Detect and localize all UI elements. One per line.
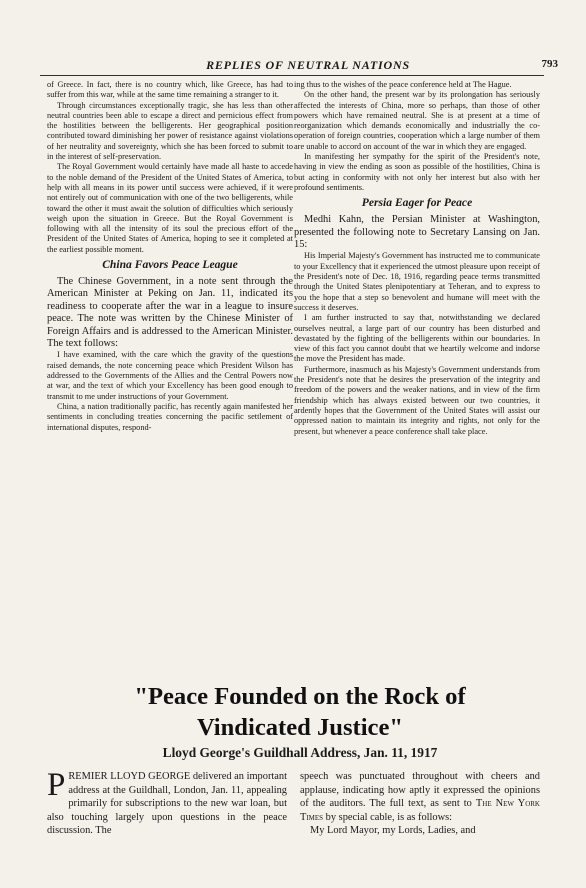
running-header bbox=[58, 58, 558, 72]
paragraph: I am further instructed to say that, notwithstanding we declared ourselves neutral, a large part of our country has been disturbed and devastated by the fighting of the belligerents within our boundaries. In view of this fact you cannot doubt that we heartily welcome and indorse the move the President has made. bbox=[294, 313, 540, 364]
paragraph-intro: The Chinese Government, in a note sent through the American Minister at Peking on Jan. 11, indicated its readiness to cooperate after the war in a league to insure peace. The note was written by the Chinese Minister of Foreign Affairs and is addressed to the American Minister. The text follows: bbox=[47, 276, 293, 350]
article-title-line-1: "Peace Founded on the Rock of bbox=[134, 683, 466, 710]
section-heading-china: China Favors Peace League bbox=[102, 258, 238, 272]
section-heading-persia: Persia Eager for Peace bbox=[361, 196, 473, 210]
paragraph: Through circumstances exceptionally tragic, she has less than other neutral countries been able to escape a direct and pernicious effect from the hostilities between the belligerents. Her geographical position contributed toward diminishing her power of resistance against violations of her neutrality and sovereignty, which she has been forced to submit to in the interest of self-preservation. bbox=[47, 100, 293, 162]
drop-cap: P bbox=[47, 767, 66, 803]
paragraph: In manifesting her sympathy for the spirit of the President's note, having in view the ending as soon as possible of the hostilities, China is but acting in conformity with not only her interest but also with her profound sentiments. bbox=[294, 152, 540, 192]
paragraph: Furthermore, inasmuch as his Majesty's Government understands from the President's note that he desires the preservation of the integrity and freedom of the powers and the weaker nations, and in view of the firm friendship which has always existed between our two countries, it ardently hopes that the Government of the United States will assist our oppressed nation to maintain its integrity and rights, not only for the present, but whenever a peace conference shall take place. bbox=[294, 364, 540, 436]
running-title: REPLIES OF NEUTRAL NATIONS bbox=[206, 58, 410, 72]
paragraph: His Imperial Majesty's Government has instructed me to communicate to your Excellency that it experienced the utmost pleasure upon receipt of the President's note of Dec. 18, 1916, regarding peace terms transmitted through the United States plenipotentiary at Teheran, and to express to you the hope that a step so benevolent and humane will meet with the success it deserves. bbox=[294, 251, 540, 312]
article-lead-text: REMIER LLOYD GEORGE delivered an important address at the Guildhall, London, Jan. 11, appealing primarily for subscriptions to the new war loan, but also touching largely upon questions in the peace discussion. The bbox=[47, 771, 287, 837]
article-text: speech was punctuated throughout with cheers and applause, indicating how aptly it expressed the opinions of the auditors. The full text, as sent to bbox=[300, 771, 540, 810]
left-column bbox=[47, 80, 293, 433]
paragraph-intro: Medhi Kahn, the Persian Minister at Washington, presented the following note to Secretary Lansing on Jan. 15: bbox=[294, 214, 540, 251]
article-paragraph bbox=[300, 770, 540, 824]
article-column-right bbox=[300, 770, 540, 838]
article-paragraph: My Lord Mayor, my Lords, Ladies, and bbox=[310, 825, 476, 837]
newspaper-name: The New York Times bbox=[300, 798, 540, 823]
article-byline: Lloyd George's Guildhall Address, Jan. 11, 1917 bbox=[162, 745, 438, 760]
paragraph: China, a nation traditionally pacific, has recently again manifested her sentiments in concluding treaties concerning the pacific settlement of international disputes, respond- bbox=[47, 401, 293, 432]
header-rule bbox=[40, 75, 544, 76]
paragraph: ing thus to the wishes of the peace conference held at The Hague. bbox=[294, 80, 512, 89]
paragraph: On the other hand, the present war by its prolongation has seriously affected the interests of China, more so perhaps, than those of other powers which have remained neutral. She is at present at a time of reorganization which demands economically and industrially the co-operation of foreign countries, cooperation which a large number of them are unable to accord on account of the war in which they are engaged. bbox=[294, 90, 540, 151]
article-column-left bbox=[47, 767, 287, 838]
article-paragraph bbox=[47, 767, 287, 838]
article-title-line-2: Vindicated Justice" bbox=[196, 714, 404, 741]
paragraph: The Royal Government would certainly have made all haste to accede to the noble demand of the President of the United States of America, to help with all means in its power until success were achieved, if it were not entirely out of communication with one of the two belligerents, while toward the other it must await the solution of difficulties which seriously weigh upon the situation in Greece. But the Royal Government is following with all the intensity of its soul the precious effort of the President of the United States of America, hoping to see it completed at the earliest possible moment. bbox=[47, 162, 293, 254]
right-column bbox=[294, 80, 540, 437]
page-number: 793 bbox=[541, 58, 558, 70]
paragraph: I have examined, with the care which the gravity of the questions raised demands, the note concerning peace which President Wilson has addressed to the Governments of the Allies and the Central Powers now at war, and the text of which your Excellency has been good enough to transmit to me under instructions of your Government. bbox=[47, 350, 293, 401]
paragraph: of Greece. In fact, there is no country which, like Greece, has had to suffer from this war, while at the same time remaining a stranger to it. bbox=[47, 80, 293, 100]
article-text: by special cable, is as follows: bbox=[323, 811, 453, 823]
